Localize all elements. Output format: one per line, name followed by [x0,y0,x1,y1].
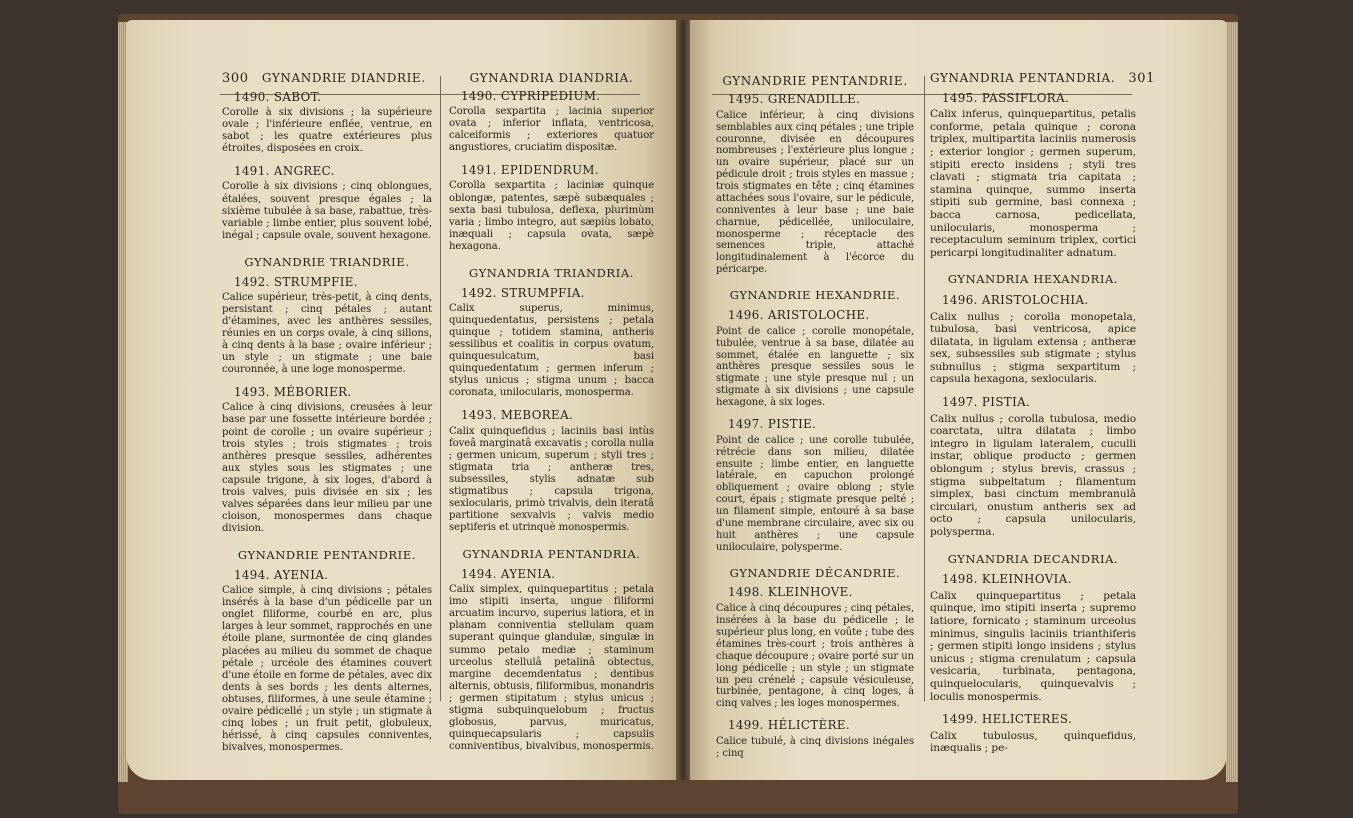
entry-description: Calice inférieur, à cinq divisions semblables aux cinq pétales ; une triple couronne, divisée en découpures nombreuses ; l'extérieure plus longue ; un ovaire supérieur, placé sur un pédicule droit ; trois styles en massue ; trois stigmates en tête ; cinq étamines attachées sous l'ovaire, sur le pédicule, conniventes à leur base ; une baie charnue, pédicellée, uniloculaire, monosperme ; réceptacle des semences triple, attaché longitudinalement à l'écorce du péricarpe. [716,109,914,276]
entry-description: Calice simple, à cinq divisions ; pétales insérés à la base d'un pédicelle par un onglet filiforme, courbé en arc, plus larges à leur sommet, rapprochés en une étoile plane, surmontée de cinq glandes placées au milieu du sommet de chaque pétale ; urcéole des étamines couvert d'une étoile en forme de pétales, avec dix dents à ses bords ; les dents alternes, obtuses, filiformes, à une seule étamine ; ovaire pédicellé ; un style ; un stigmate à cinq lobes ; un fruit petit, globuleux, hérissé, à cinq capsules conniventes, bivalves, monospermes. [222,585,432,753]
left-page-latin-column [449,72,654,763]
entry-description: Corolle à six divisions ; cinq oblongues, étalées, souvent presque égales ; la sixième tubulée à sa base, rabattue, très-variable ; limbe entier, plus souvent lobé, inégal ; capsule ovale, souvent hexagone. [222,181,432,241]
entry-description: Calice à cinq découpures ; cinq pétales, insérées à la base du pédicelle ; le supérieur plus long, en voûte ; tube des étamines très-court ; trois anthères à chaque découpure ; ovaire porté sur un long pédicelle ; un style ; un stigmate un peu crénelé ; capsule vésiculeuse, turbinée, pentagone, à cinq loges, à cinq valves ; les loges monospermes. [716,603,914,710]
entry-description: Calix superus, minimus, quinquedentatus, persistens ; petala quinque ; totidem stamina, antheris sessilibus et coalitis in corpus ovatum, quinquesulcatum, basi quinquedentatum ; germen inferum ; stylus unicus ; stigma unum ; bacca coronata, unilocularis, monosperma. [449,302,654,399]
entry-heading: 1496. ARISTOLOCHE. [728,307,870,322]
right-running-head-latin [930,71,1156,86]
column-body [930,92,1136,755]
right-page-latin-column [930,71,1156,765]
section-title: GYNANDRIA HEXANDRIA. [947,272,1119,287]
section-title: GYNANDRIE HEXANDRIE. [729,288,901,302]
column-body [716,91,914,760]
entry-heading: 1495. GRENADILLE. [728,91,861,106]
entry-description: Corolle à six divisions ; la supérieure ovale ; l'inférieure enflée, ventrue, en sabot ; les quatre extérieures plus étroites, disposées en croix. [222,107,432,155]
book-gutter [676,20,690,780]
right-column-divider [924,76,925,701]
section-title: GYNANDRIA DECANDRIA. [947,551,1119,566]
entry-heading: 1497. PISTIE. [728,416,817,431]
entry-heading: 1491. ANGREC. [234,164,335,179]
right-page-french-column [716,76,914,770]
page-edges-right [1226,22,1238,782]
column-heading: GYNANDRIE DIANDRIE. [261,71,426,85]
section-title: GYNANDRIE PENTANDRIE. [237,548,417,563]
entry-heading: 1490. SABOT. [234,90,322,105]
entry-heading: 1497. PISTIA. [942,395,1031,410]
entry-description: Calice tubulé, à cinq divisions inégales ; cinq [716,736,914,759]
left-page-french-column [222,72,432,764]
entry-heading: 1493. MÉBORIER. [234,385,352,400]
entry-description: Calix quinquepartitus ; petala quinque, imo stipiti inserta ; supremo latiore, fornicato ; staminum urceolus minimus, singulis laciniis trianthiferis ; germen stipiti longo insidens ; stylus unicus ; stigma crenulatum ; capsula vesicaria, turbinata, pentagona, quinquelocularis, quinquevalvis ; loculis monospermis. [930,589,1136,703]
entry-heading: 1499. HELICTERES. [942,712,1073,727]
left-running-head-latin [449,72,654,84]
entry-heading: 1494. AYENIA. [461,567,556,582]
entry-description: Calix inferus, quinquepartitus, petalis conforme, petala quinque ; corona triplex, multipartita laciniis numerosis ; exterior longior ; germen superum, stipiti erecto insidens ; styli tres clavati ; stigmata tria capitata ; stamina quinque, summo inserta stipiti sub germine, basi connexa ; bacca carnosa, pedicellata, unilocularis, monosperma ; receptaculum seminum triplex, cortici pericarpi longitudinaliter adnatum. [930,108,1136,259]
entry-description: Calix tubulosus, quinquefidus, inæqualis ; pe- [930,729,1136,755]
section-title: GYNANDRIE TRIANDRIE. [244,254,410,269]
entry-heading: 1495. PASSIFLORA. [942,90,1070,105]
left-running-head [222,72,432,85]
entry-description: Corolla sexpartita ; laciniæ quinque oblongæ, patentes, sæpè subæquales ; sexta basi tubulosa, deflexa, plurimùm varia ; limbo integro, aut sæpiùs lobato, inæquali ; capsula ovata, sæpè hexagona. [449,180,654,252]
column-heading: GYNANDRIA DIANDRIA. [469,71,634,85]
entry-heading: 1492. STRUMPFIE. [234,274,358,289]
column-body [222,91,432,754]
entry-heading: 1496. ARISTOLOCHIA. [942,292,1089,307]
entry-heading: 1498. KLEINHOVIA. [942,572,1072,587]
entry-heading: 1491. EPIDENDRUM. [461,163,600,178]
entry-heading: 1492. STRUMPFIA. [461,285,585,300]
section-title: GYNANDRIA PENTANDRIA. [462,547,641,562]
entry-description: Calix nullus ; corolla monopetala, tubulosa, basi ventricosa, apice dilatata, in ligulam extensa ; antheræ sex, subsessiles sub stigmate ; stylus subnullus ; stigma sexpartitum ; capsula hexagona, sexlocularis. [930,310,1136,386]
section-title: GYNANDRIA TRIANDRIA. [468,265,634,280]
entry-description: Point de calice ; une corolle tubulée, rétrécie dans son milieu, dilatée ensuite ; limbe entier, en languette latérale, en capuchon prolongé obliquement ; ovaire oblong ; style court, épais ; stigmate presque pelté ; un filament simple, entouré à sa base d'une membrane circulaire, avec six ou huit anthères ; une capsule uniloculaire, polysperme. [716,434,914,553]
right-running-head [716,76,914,88]
left-column-divider [440,76,441,701]
entry-description: Calix nullus ; corolla tubulosa, medio coarctata, ultra dilatata ; limbo integro in ligulam lateralem, cuculli instar, oblique producto ; germen oblongum ; stylus brevis, crassus ; stigma subpeltatum ; filamentum simplex, basi cinctum membranulâ circulari, onustum antheris sex ad octo ; capsula unilocularis, polysperma. [930,412,1136,538]
entry-description: Point de calice ; corolle monopétale, tubulée, ventrue à sa base, dilatée au sommet, étalée en languette ; six anthères presque sessiles sous le stigmate ; une style presque nul ; un stigmate à six divisions ; une capsule hexagone, à six loges. [716,325,914,408]
section-title: GYNANDRIE DÉCANDRIE. [729,565,901,580]
column-heading: GYNANDRIA PENTANDRIA. [930,71,1116,85]
entry-description: Calice à cinq divisions, creusées à leur base par une fossette intérieure bordée ; point de corolle ; un ovaire supérieur ; trois styles ; trois stigmates ; trois anthères presque sessiles, adhérentes aux styles sous les stigmates ; une capsule trigone, à six loges, d'abord à trois valves, puis divisée en six ; les valves séparées dans leur milieu par une cloison, monospermes dans chaque division. [222,402,432,534]
left-page-number: 300 [222,71,249,86]
entry-heading: 1493. MEBOREA. [461,408,574,423]
column-body [449,90,654,753]
entry-description: Calice supérieur, très-petit, à cinq dents, persistant ; cinq pétales ; autant d'étamines, avec les anthères sessiles, réunies en un corps ovale, à cinq sillons, à cinq dents à la base ; ovaire inférieur ; un style ; un stigmate ; une baie couronnée, à une loge monosperme. [222,291,432,376]
entry-heading: 1499. HÉLICTÈRE. [728,718,851,733]
entry-heading: 1498. KLEINHOVE. [728,585,853,600]
entry-description: Corolla sexpartita ; lacinia superior ovata ; inferior inflata, ventricosa, calceiformis ; exteriores quatuor angustiores, cruciatim dispositæ. [449,106,654,154]
column-heading: GYNANDRIE PENTANDRIE. [722,74,908,88]
entry-heading: 1490. CYPRIPEDIUM. [461,89,601,104]
entry-heading: 1494. AYENIA. [234,568,329,583]
right-page-number: 301 [1128,71,1156,86]
entry-description: Calix simplex, quinquepartitus ; petala imo stipiti inserta, ungue filiformi arcuatim incurvo, superius latiora, et in planam conniventia stellulam quam superant quinque glandulæ, singulæ in summo petalo mediæ ; staminum urceolus stellulâ petalinâ obtectus, margine decemdentatus ; dentibus alternis, obtusis, filiformibus, monandris ; germen stipitatum ; stylus unicus ; stigma subquinquelobum ; fructus globosus, parvus, muricatus, quinquecapsularis ; capsulis conniventibus, bivalvibus, monospermis. [449,584,654,752]
entry-description: Calix quinquefidus ; laciniis basi intùs foveâ marginatâ excavatis ; corolla nulla ; germen unicum, superum ; styli tres ; stigmata tria ; antheræ tres, subsessiles, stylis adnatæ sub stigmatibus ; capsula trigona, sexlocularis, primò trivalvis, deìn iteratâ partitione sexvalvis ; valvis medio septiferis et utrinquè monospermis. [449,425,654,533]
